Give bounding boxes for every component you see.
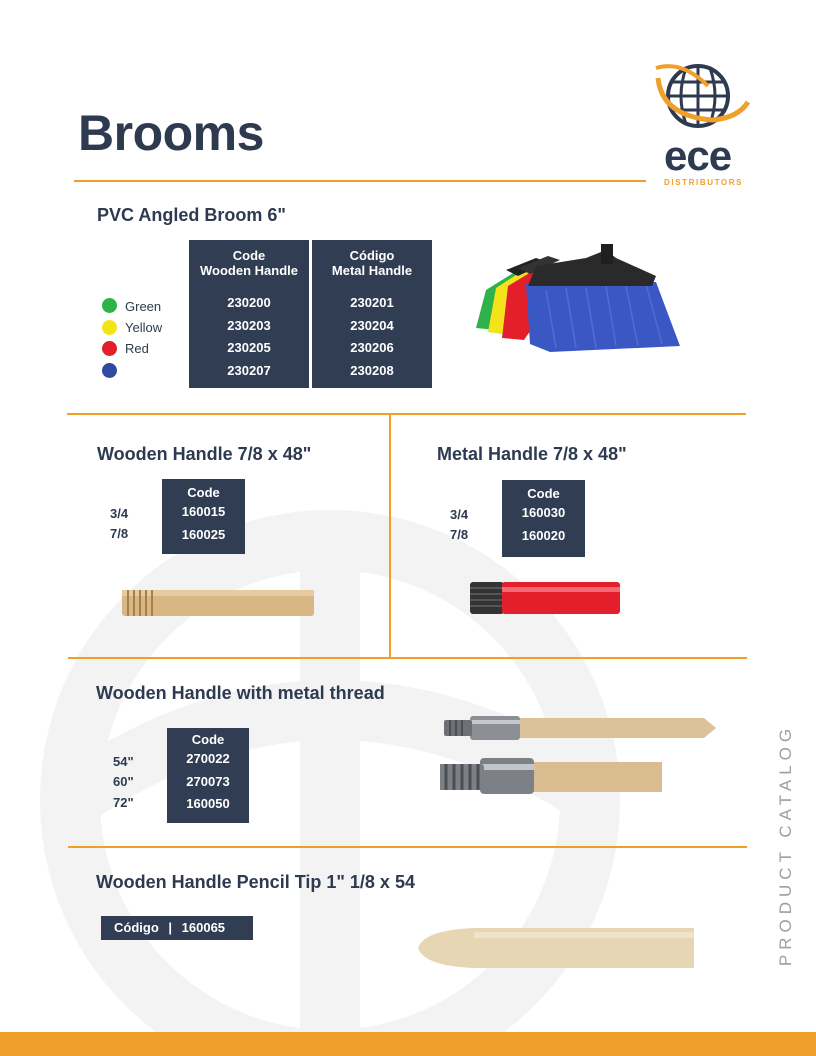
table-header: Code [191, 732, 225, 747]
size-label: 60" [113, 774, 134, 789]
header-divider [74, 180, 646, 182]
code-separator: | [168, 920, 173, 935]
size-label: 3/4 [110, 506, 129, 521]
size-label: 54" [113, 754, 134, 769]
table-header: Metal Handle [331, 263, 413, 278]
pvc-broom-image [466, 240, 688, 360]
metal-handle-title: Metal Handle 7/8 x 48" [437, 444, 627, 464]
color-label-green: Green [125, 299, 162, 314]
code-cell: 160015 [181, 504, 226, 519]
pencil-tip-title: Wooden Handle Pencil Tip 1" 1/8 x 54 [96, 872, 415, 892]
color-label-red: Red [125, 341, 149, 356]
wooden-handle-code-table [162, 479, 245, 554]
thread-handle-image [440, 712, 720, 798]
code-cell: 160050 [186, 796, 230, 811]
code-cell: 270073 [186, 773, 230, 789]
red-swatch [102, 341, 117, 356]
size-label: 7/8 [110, 526, 129, 541]
metal-handle-code-table [502, 480, 585, 557]
size-label: 7/8 [450, 527, 469, 542]
code-cell: 230206 [350, 340, 394, 355]
yellow-swatch [102, 320, 117, 335]
code-cell: 230205 [227, 340, 271, 355]
table-header: Code [527, 486, 560, 501]
pvc-metal-code-table [312, 240, 432, 388]
green-swatch [102, 298, 117, 313]
table-header: Código [349, 248, 395, 263]
product-catalog-label [776, 700, 796, 990]
code-cell: 230208 [350, 362, 394, 378]
code-label: Código [114, 920, 159, 935]
thread-handle-code-table [167, 728, 249, 823]
code-cell: 230203 [227, 317, 271, 333]
vertical-label-text: PRODUCT CATALOG [776, 723, 795, 967]
size-label: 72" [113, 795, 134, 810]
page-title: Brooms [78, 105, 264, 161]
wooden-handle-title: Wooden Handle 7/8 x 48" [97, 444, 312, 464]
table-header: Wooden Handle [200, 263, 298, 278]
code-cell: 230201 [350, 295, 394, 310]
table-header: Code [187, 485, 220, 500]
pencil-tip-code-badge [101, 916, 253, 940]
pvc-broom-title: PVC Angled Broom 6" [97, 205, 286, 225]
logo-subtitle: DISTRIBUTORS [664, 178, 744, 187]
color-label-yellow: Yellow [125, 320, 163, 335]
wooden-handle-image [122, 586, 316, 620]
code-cell: 230200 [227, 295, 271, 310]
code-value: 160065 [181, 920, 226, 935]
column-divider [389, 413, 391, 657]
code-cell: 160020 [521, 527, 566, 543]
size-label: 3/4 [450, 507, 469, 522]
pvc-wooden-code-table [189, 240, 309, 388]
footer-bar [0, 1032, 816, 1056]
code-cell: 160025 [181, 526, 226, 542]
section-divider [68, 846, 747, 848]
pencil-tip-handle-image [414, 924, 696, 970]
thread-handle-title: Wooden Handle with metal thread [96, 683, 385, 703]
table-header: Code [232, 248, 266, 263]
section-divider [68, 657, 747, 659]
section-divider [67, 413, 746, 415]
code-cell: 270022 [186, 751, 230, 766]
ece-globe-logo-icon [652, 56, 752, 136]
metal-handle-image [466, 578, 624, 618]
code-cell: 230204 [350, 317, 394, 333]
code-cell: 230207 [227, 362, 271, 378]
code-cell: 160030 [521, 505, 566, 520]
logo-wordmark: ece [664, 132, 732, 179]
blue-swatch [102, 363, 117, 378]
